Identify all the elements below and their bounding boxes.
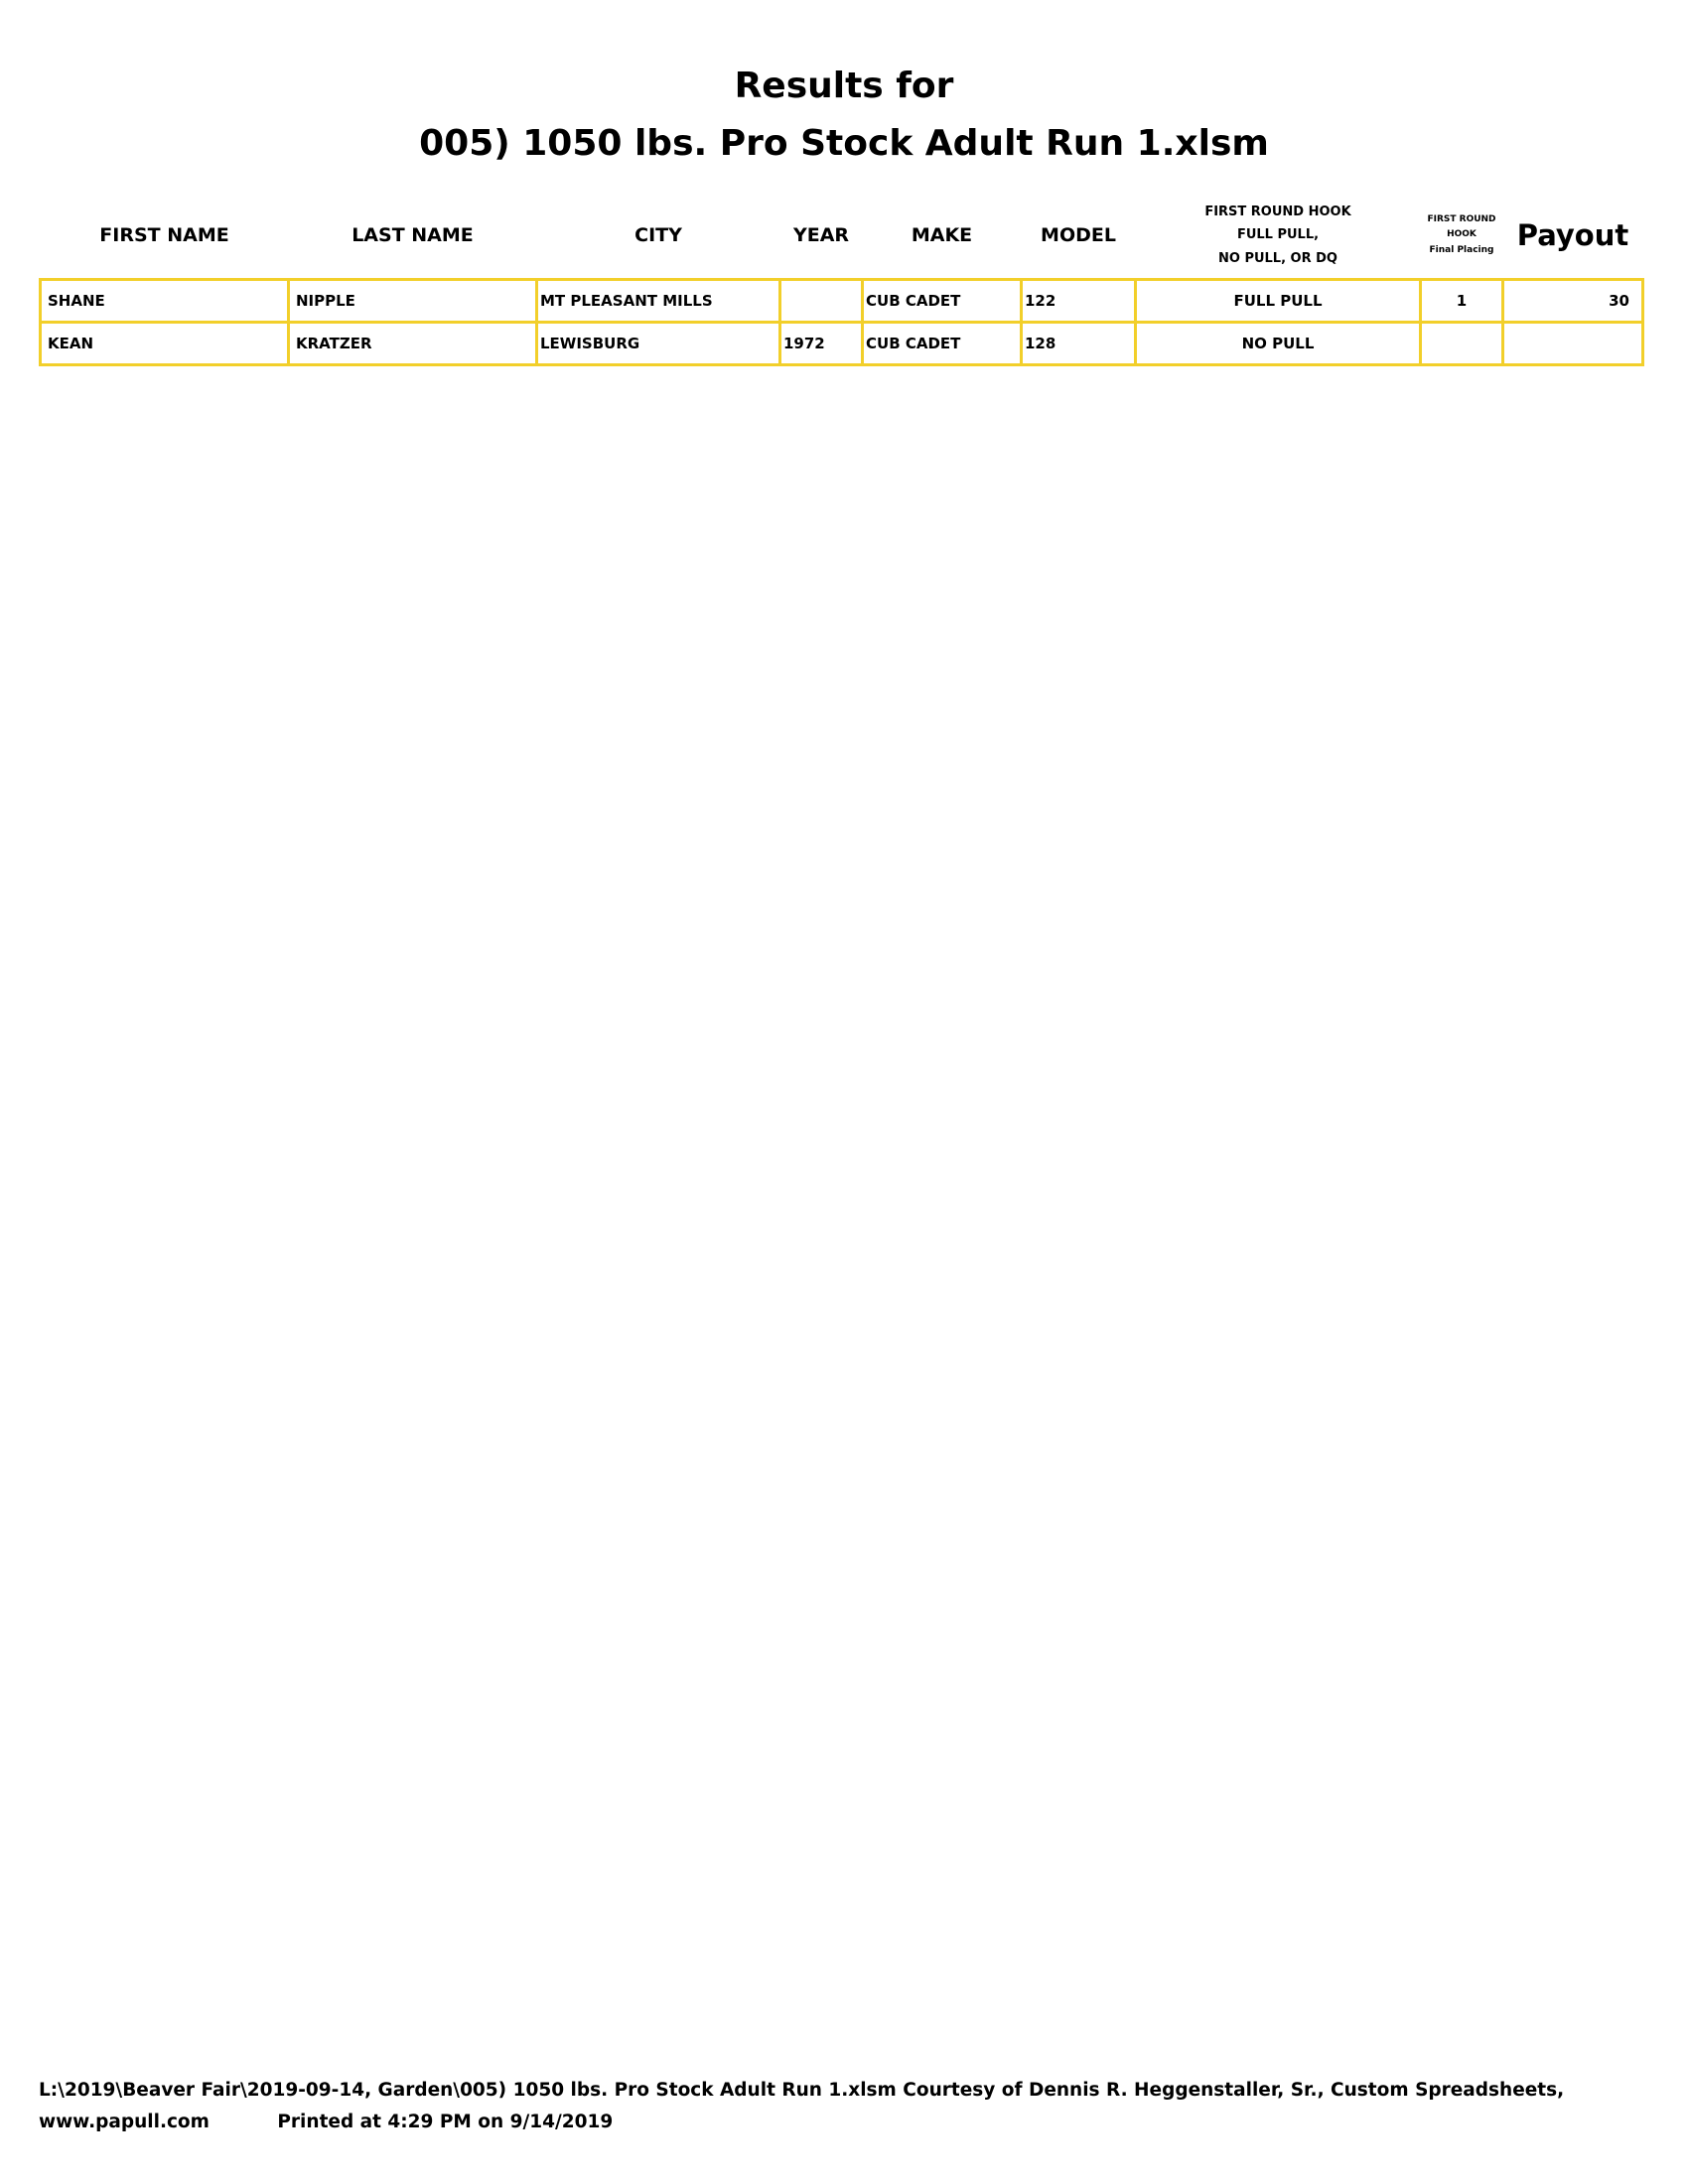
col-header-first-round-hook [1136,193,1421,280]
col-header-city: CITY [634,223,682,246]
col-header-first-name: FIRST NAME [99,223,229,246]
col-header-final-placing [1421,193,1503,280]
hook-header-line2: FULL PULL, [1236,227,1320,243]
cell-last-name: NIPPLE [289,280,537,323]
placing-header-line2: HOOK [1447,229,1477,240]
footer-second-line [39,2107,1647,2138]
footer-printed-timestamp: Printed at 4:29 PM on 9/14/2019 [277,2112,614,2132]
col-header-year: YEAR [792,223,850,246]
cell-final-placing [1421,323,1503,365]
event-file-title: 005) 1050 lbs. Pro Stock Adult Run 1.xlsm [419,123,1269,164]
hook-header-line3: NO PULL, OR DQ [1217,250,1337,266]
col-header-last-name: LAST NAME [352,223,474,246]
cell-hook-result: NO PULL [1136,323,1421,365]
cell-model: 122 [1022,280,1136,323]
placing-header-line1: FIRST ROUND [1427,214,1496,225]
cell-year [780,280,863,323]
page-footer [39,2075,1647,2138]
col-header-make: MAKE [911,223,973,246]
footer-file-path: L:\2019\Beaver Fair\2019-09-14, Garden\005) 1050 lbs. Pro Stock Adult Run 1.xlsm Courtesy of Dennis R. Heggenstaller, Sr., Custom Spreadsheets, [39,2080,1565,2101]
cell-last-name: KRATZER [289,323,537,365]
cell-hook-result: FULL PULL [1136,280,1421,323]
cell-make: CUB CADET [863,323,1022,365]
results-heading: Results for [734,66,954,106]
footer-website-link[interactable]: www.papull.com [39,2112,210,2132]
cell-make: CUB CADET [863,280,1022,323]
cell-city: LEWISBURG [537,323,780,365]
cell-city: MT PLEASANT MILLS [537,280,780,323]
cell-model: 128 [1022,323,1136,365]
col-header-payout: Payout [1516,217,1629,252]
placing-header-line3: Final Placing [1429,244,1494,255]
hook-header-line1: FIRST ROUND HOOK [1204,204,1351,219]
header-row [41,193,1643,280]
cell-first-name: SHANE [41,280,289,323]
table-row [41,280,1643,323]
cell-year: 1972 [780,323,863,365]
cell-final-placing: 1 [1421,280,1503,323]
cell-payout [1503,323,1643,365]
col-header-model: MODEL [1041,223,1116,246]
table-row [41,323,1643,365]
results-table [39,193,1644,366]
cell-first-name: KEAN [41,323,289,365]
cell-payout: 30 [1503,280,1643,323]
